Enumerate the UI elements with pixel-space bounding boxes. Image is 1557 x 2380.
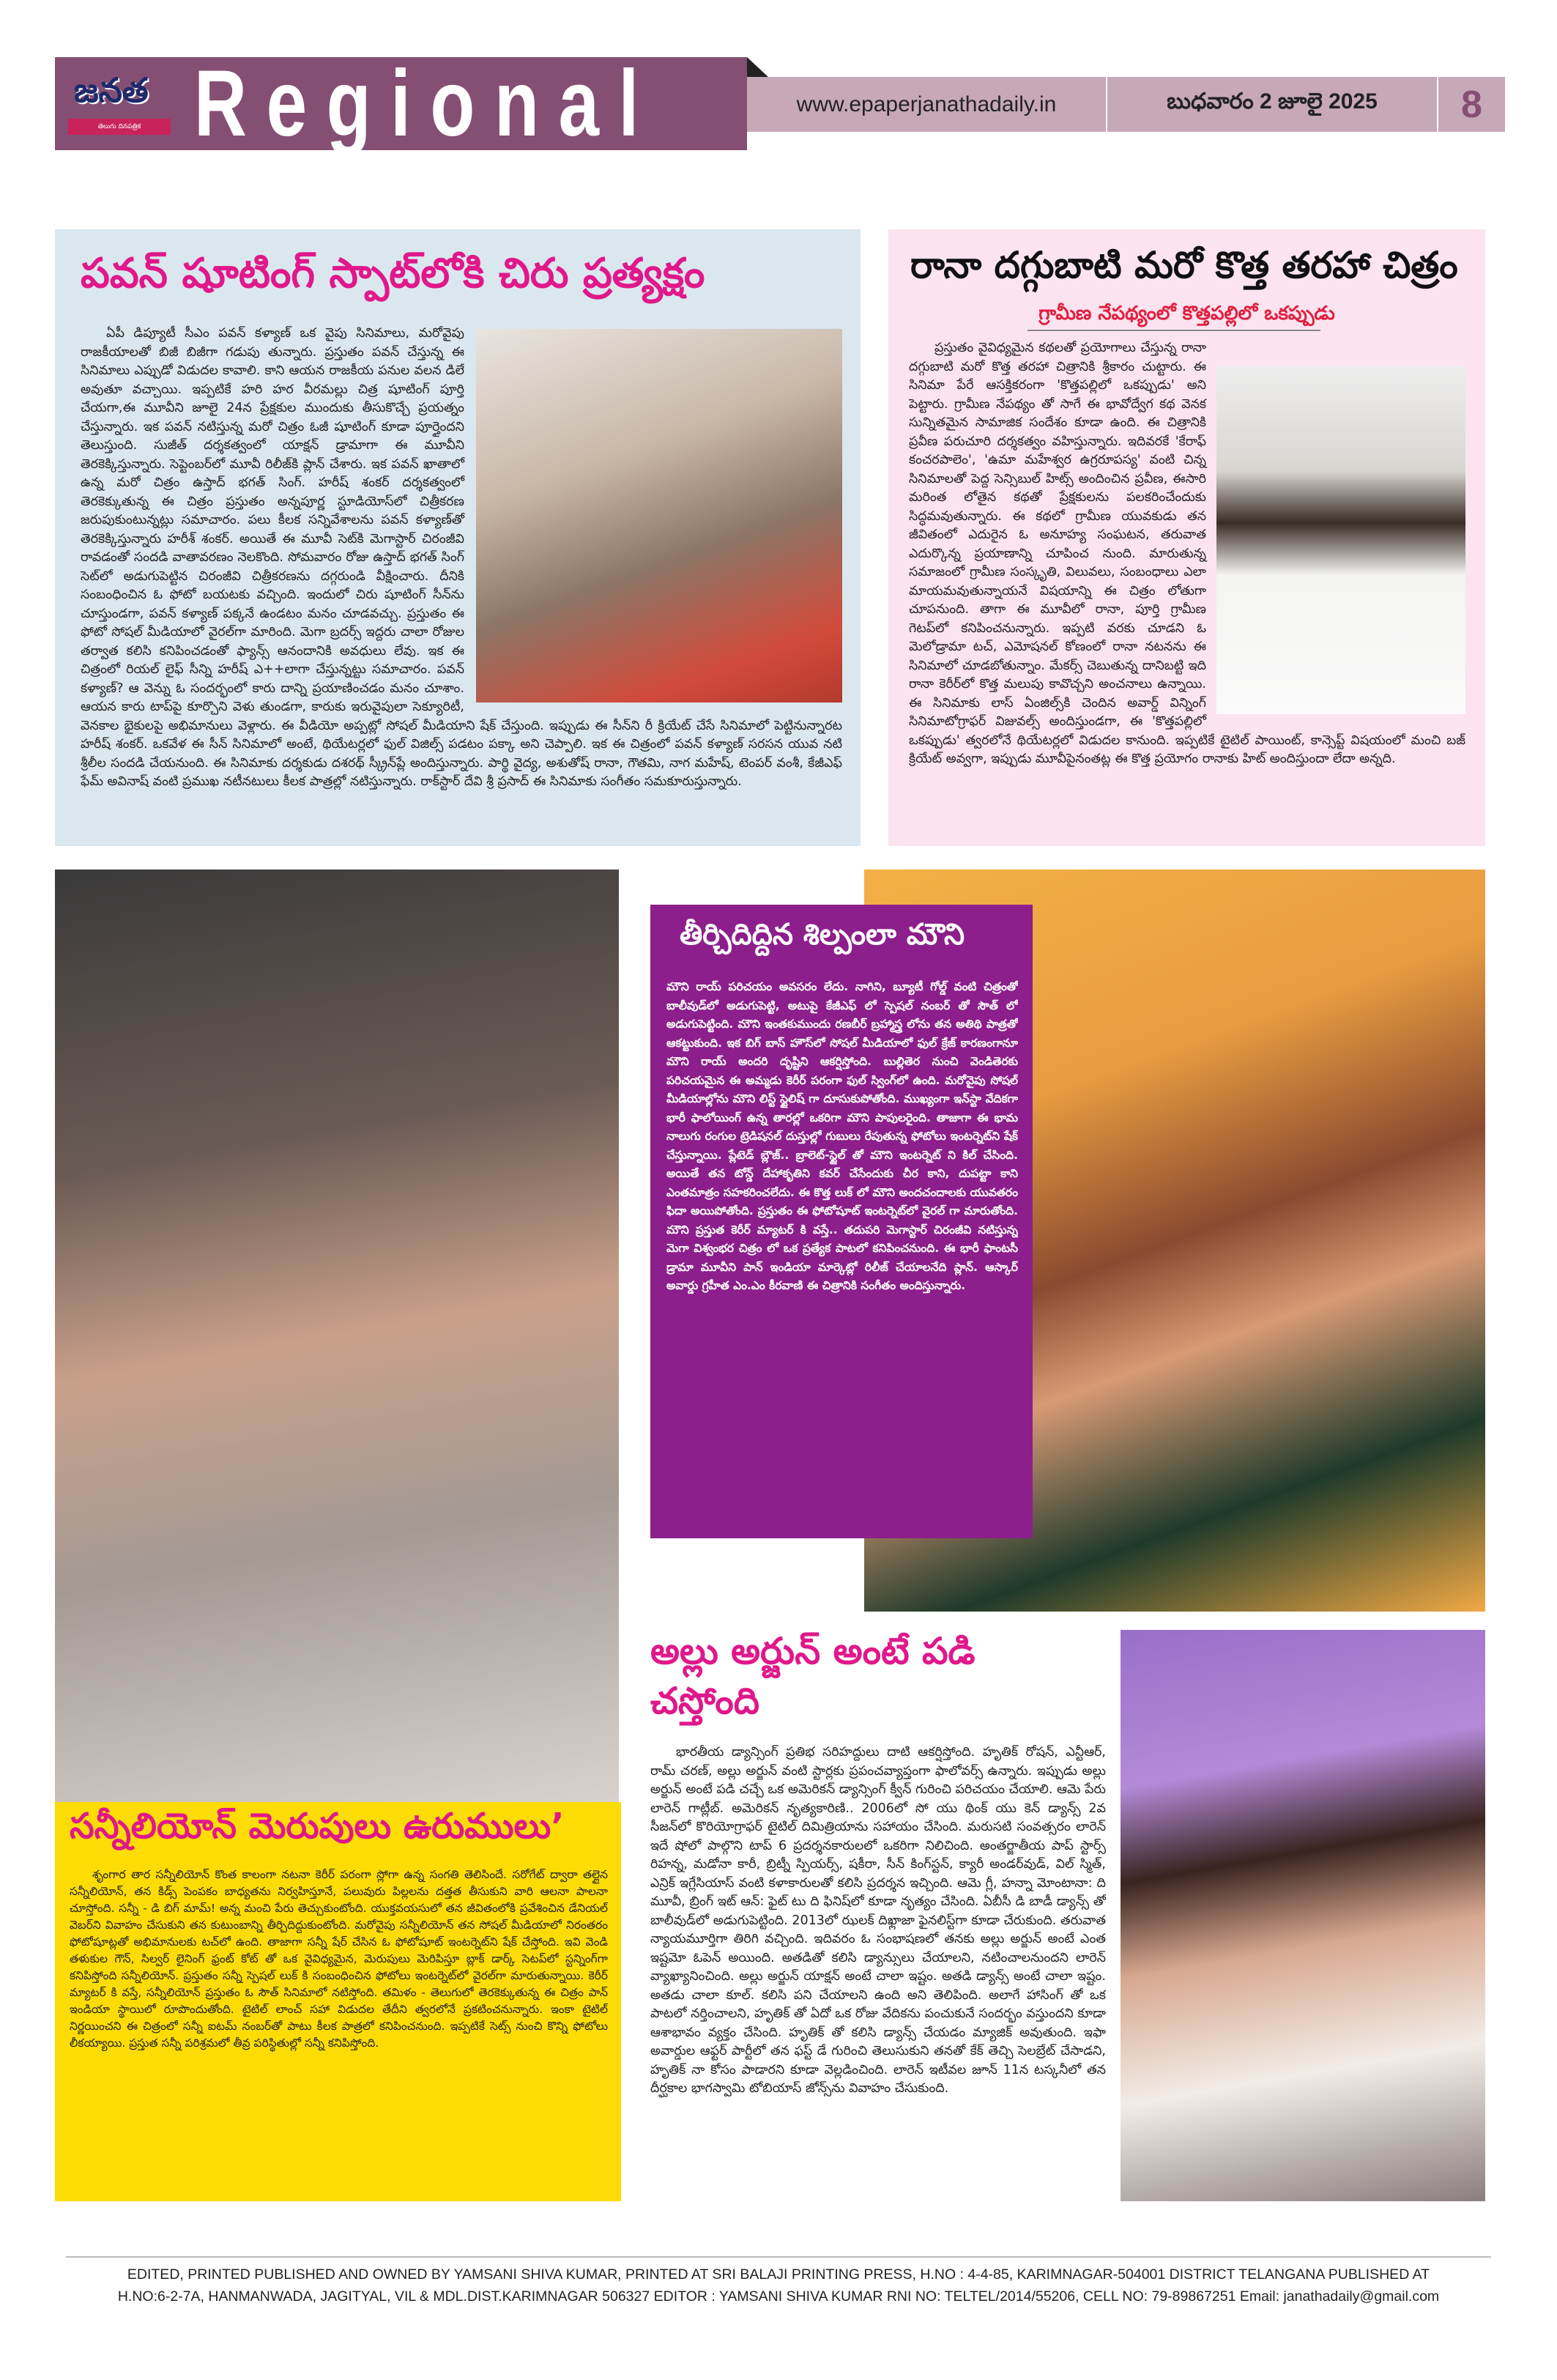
section-title: Regional	[194, 51, 658, 156]
article-content	[81, 325, 842, 837]
article-photo	[1216, 366, 1465, 714]
article-body: మౌని రాయ్ పరిచయం అవసరం లేదు. నాగిని, బ్యూటీ గోల్డ్ వంటి చిత్రంతో బాలీవుడ్‌లో అడుగుపెట్టి, అటుపై కేజీఎఫ్ లో స్పెషల్ నంబర్ తో సౌత్ లో అడుగుపెట్టింది. మౌని ఇంతకుముందు రణబీర్ బ్రహ్మాస్త్ర లోను తన అతిథి పాత్రతో ఆకట్టుకుంది. ఇక బిగ్ బాస్ హౌస్‌లో సోషల్ మీడియాలో ఫుల్ క్రేజ్ కారణంగానూ మౌని రాయ్ అందరి దృష్టిని ఆకర్షిస్తోంది. బుల్లితెర నుంచి వెండితెరకు పరిచయమైన ఈ అమ్మడు కెరీర్ పరంగా ఫుల్ స్వింగ్‌లో ఉంది. మరోవైపు సోషల్ మీడియాల్లోను మౌని లిస్ట్ స్టైలిష్ గా దూసుకుపోతోంది. ముఖ్యంగా ఇన్‌స్టా వేదికగా భారీ ఫాలోయింగ్ ఉన్న తారల్లో ఒకరిగా మౌని పాపులరైంది. తాజాగా ఈ భామ నాలుగు రంగుల ట్రెడిషనల్ దుస్తుల్లో గుబులు రేపుతున్న ఫోటోలు ఇంటర్నెట్‌ని షేక్ చేస్తున్నాయి. ప్లేటెడ్ బ్లౌజ్.. బ్రాలెట్-స్టైల్ తో మౌని ఇంటర్నెట్ ని కిల్ చేసింది. అయితే తన టోన్డ్ దేహాకృతిని కవర్ చేసేందుకు చీర కాని, దుపట్టా కాని ఎంతమాత్రం సహకరించలేదు. ఈ కొత్త లుక్ లో మౌని అందచందాలకు యువతరం ఫిదా అయిపోతోంది. ప్రస్తుతం ఈ ఫోటోషూట్ ఇంటర్నెట్‌లో వైరల్ గా మారుతోంది. మౌని ప్రస్తుత కెరీర్ మ్యాటర్ కి వస్తే.. తదుపరి మెగాస్టార్ చిరంజీవి నటిస్తున్న మెగా విశ్వంభర చిత్రం లో ఒక ప్రత్యేక పాటలో కనిపించనుంది. ఈ భారీ ఫాంటసీ డ్రామా మూవీని పాన్ ఇండియా మార్కెట్లో రిలీజ్ చేయాలనేది ప్లాన్. ఆస్కార్ అవార్డు గ్రహీత ఎం.ఎం కీరవాణి ఈ చిత్రానికి సంగీతం అందిస్తున్నారు.	[666, 980, 1018, 1292]
corner-decoration	[747, 57, 769, 78]
article-rana	[888, 229, 1485, 846]
logo-tagline: తెలుగు దినపత్రిక	[68, 119, 171, 135]
article-subheadline: గ్రామీణ నేపథ్యంలో కొత్తపల్లిలో ఒకప్పుడు	[1038, 303, 1335, 325]
divider	[1028, 330, 1320, 331]
article-mouni	[650, 905, 1033, 1538]
article-pawan	[55, 229, 861, 846]
logo-text: జనత	[74, 70, 149, 110]
article-photo	[55, 870, 619, 1802]
footer-divider	[66, 2256, 1491, 2258]
issue-date: బుధవారం 2 జూలై 2025	[1107, 77, 1437, 132]
newspaper-logo[interactable]	[68, 70, 171, 141]
website-url[interactable]: www.epaperjanathadaily.in	[747, 77, 1106, 132]
article-body: భారతీయ డ్యాన్సింగ్ ప్రతిభ సరిహద్దులు దాటి ఆకర్షిస్తోంది. హృతిక్ రోషన్, ఎన్టీఆర్, రామ్ చరణ్, అల్లు అర్జున్ వంటి స్టార్లకు ప్రపంచవ్యాప్తంగా ఫాలోవర్స్ ఉన్నారు. ఇప్పుడు అల్లు అర్జున్ అంటే పడి చచ్చే ఒక అమెరికన్ డ్యాన్సింగ్ క్వీన్ గురించి పరిచయం చేయాలి. ఆమె పేరు లారెన్ గాట్లీబ్. అమెరికన్ నృత్యకారిణి.. 2006లో సో యు థింక్ యు కెన్ డ్యాన్స్ 2వ సీజన్‌లో కొరియోగ్రాఫర్ టైటిల్ దిమిత్రియాను సహాయం చేసింది. మరుసటి సంవత్సరం లారెన్ ఇదే షోలో పాల్గొని టాప్ 6 ప్రదర్శనకారులలో ఒకరిగా నిలిచింది. అంతర్జాతీయ పాప్ స్టార్స్ రిహన్న, మడోనా కారీ, బ్రిట్నీ స్పియర్స్, షకీరా, సీన్ కింగ్‌స్టన్, క్యారీ అండర్‌వుడ్, విల్ స్మిత్, ఎన్రిక్ ఇగ్లేసియాస్ వంటి కళాకారులతో కలిసి ప్రదర్శన ఇచ్చింది. ఆమె గ్లీ, హన్నా మోంటానా: ది మూవీ, బ్రింగ్ ఇట్ ఆన్: ఫైట్ టు ది ఫినిష్‌లో కూడా నృత్యం చేసింది. ఏబీసీ డి బాడీ డ్యాన్స్ తో బాలీవుడ్‌లో అడుగుపెట్టింది. 2013లో ఝలక్ దిఖ్లాజా ఫైనలిస్ట్‌గా కూడా చేరుకుంది. తరువాత న్యాయమూర్తిగా తిరిగి వచ్చింది. ఇదివరం ఓ సంభాషణలో తనకు అల్లు అర్జున్ అంటే ఎంత ఇష్టమో ఓపెన్ అయింది. అతడితో కలిసి డ్యాన్సులు చేయాలని, నటించాలనుందని లారెన్ వ్యాఖ్యానించింది. అల్లు అర్జున్ యాక్షన్ అంటే చాలా ఇష్టం. అతడి డ్యాన్స్ అంటే చాలా ఇష్టం. అతడు చాలా కూల్. కలిసి పని చేయాలని ఉంది అని తెలిపింది. అలాగే హాసింగ్ తో ఒక పాటలో నర్తించాలని, హృతిక్ తో ఏదో ఒక రోజు వేదికను పంచుకునే సందర్భం వస్తుందని కూడా ఆశాభావం వ్యక్తం చేసింది. హృతిక్ తో కలిసి డ్యాన్స్ చేయడం మ్యాజిక్ అవుతుంది. ఇఫా అవార్డుల ఆఫ్టర్ పార్టీలో తన ఫస్ట్ డే గురించి తెలుసుకుని తనతో కేక్ తెచ్చి సెలబ్రేట్ చేసాడని, హృతిక్ నా కోసం పాడారని కూడా వెల్లడించింది. లారెన్ ఇటీవల జూన్ 11న టస్కనీలో తన దీర్ఘకాల భాగస్వామి టోబియాస్ జోన్స్‌ను వివాహం చేసుకుంది.	[650, 1745, 1106, 2096]
article-headline: రానా దగ్గుబాటి మరో కొత్త తరహా చిత్రం	[910, 244, 1458, 286]
article-body: ప్రస్తుతం వైవిధ్యమైన కథలతో ప్రయోగాలు చేస్తున్న రానా దగ్గుబాటి మరో కొత్త తరహా చిత్రానికి శ్రీకారం చుట్టారు. ఈ సినిమా పేరే ఆసక్తికరంగా 'కొత్తపల్లిలో ఒకప్పుడు' అని పెట్టారు. గ్రామీణ నేపథ్యం తో సాగే ఈ భావోద్వేగ కథ వెనక సున్నితమైన సామాజిక సందేశం కూడా ఉంది. ఈ చిత్రానికి ప్రవీణ పరుచూరి దర్శకత్వం వహిస్తున్నారు. ఇదివరకే 'కేరాఫ్ కంచరపాలెం', 'ఉమా మహేశ్వర ఉగ్రరూపస్య' వంటి చిన్న సినిమాలతో పెద్ద సెన్సిబుల్ హిట్స్ అందించిన ప్రవీణ, ఈసారి మరింత లోతైన కథతో ప్రేక్షకులను పలకరించేందుకు సిద్ధమవుతున్నారు. ఈ కథలో గ్రామీణ యువకుడు తన జీవితంలో ఎదురైన ఓ అనూహ్య సంఘటన, తరువాత ఎదుర్కొన్న ప్రయాణాన్ని చూపించ నుంది. మారుతున్న సమాజంలో గ్రామీణ సంస్కృతి, విలువలు, సంబంధాలు ఎలా మాయమవుతున్నాయనే విషయాన్ని ఈ చిత్రం లోతుగా చూపనుంది. తాగా ఈ మూవీలో రానా, పూర్తి గ్రామీణ గెటప్‌లో కనిపించనున్నారు. ఇప్పటి వరకు చూడని ఓ మెలోడ్రామా టచ్, ఎమోషనల్ కోణంలో రానా నటనను ఈ సినిమాలో చూడబోతున్నాం. మేకర్స్ చెబుతున్న దానిబట్టి ఇది రానా కెరీర్‌లో కొత్త మలుపు కావొచ్చని అంచనాలు ఉన్నాయి. ఈ సినిమాకు లాస్ ఏంజిల్స్‌కి చెందిన అవార్డ్ విన్నింగ్ సినిమాటోగ్రాఫర్ విజువల్స్ అందిస్తుండగా, ఈ 'కొత్తపల్లిలో ఒకప్పుడు' త్వరలోనే థియేటర్లలో విడుదల కానుంది. ఇప్పటికే టైటిల్ పాయింట్, కాన్సెప్ట్ విషయంలో మంచి బజ్ క్రియేట్ అవ్వగా, ఇప్పుడు మూవీపైనంతట్ల ఈ కొత్త ప్రయోగం రానాకు హిట్ అందిస్తుందా లేదా అన్నది.	[909, 341, 1465, 766]
article-body: శృంగార తార సన్నీలియోన్ కొంత కాలంగా నటనా కెరీర్ పరంగా స్లోగా ఉన్న సంగతి తెలిసిందే. సరోగేట్ ద్వారా తల్లైన సన్నీలియోన్, తన కిడ్స్ పెంపకం బాధ్యతను నిర్వహిస్తూనే, పలువురు పిల్లలను దత్తత తీసుకుని వారి ఆలనా పాలనా చూస్తోంది. సన్నీ - డి బిగ్ మామ్! అన్న మంచి పేరు తెచ్చుకుంటోంది. యుక్తవయసులో తన జీవితంలోకి ప్రవేశించిన డేనియల్ వెబర్‌ని వివాహం చేసుకుని తన కుటుంబాన్ని తీర్చిదిద్దుకుంటోంది. మరోవైపు సన్నీలియోన్ తన సోషల్ మీడియాలో నిరంతరం ఫోటోషూట్లతో అభిమానులకు టచ్‌లో ఉంది. తాజాగా సన్నీ షేర్ చేసిన ఓ ఫోటోషూట్ ఇంటర్నెట్‌ని షేక్ చేస్తోంది. ఇవి వెండి తళుకుల గౌన్, సిల్వర్ లైనింగ్ ఫ్రంట్ కోట్ తో ఒక వైవిధ్యమైన, మెరుపులు మెరిపిస్తూ బ్లాక్ డార్క్ సెటప్‌లో స్టన్నింగ్‌గా కనిపిస్తోంది సన్నీలియోన్. ప్రస్తుతం సన్నీ స్పెషల్ లుక్ కి సంబంధించిన ఫోటోలు ఇంటర్నెట్‌లో వైరల్‌గా మారుతున్నాయి. కెరీర్ మ్యాటర్ కి వస్తే, సన్నీలియోన్ ప్రస్తుతం ఓ సౌత్ సినిమాలో నటిస్తోంది. తమిళం - తెలుగులో తెరకెక్కుతున్న ఈ చిత్రం పాన్ ఇండియా స్థాయిలో రూపొందుతోంది. టైటిల్ లాంచ్ సహా విడుదల తేదీని త్వరలోనే ప్రకటించనున్నారు. ఇంకా టైటిల్ నిర్ణయించని ఈ చిత్రంలో సన్నీ ఐటమ్ నంబర్‌తో పాటు కీలక పాత్రలో కనిపించనుంది. ఇప్పటికే సెట్స్ నుంచి కొన్ని ఫోటోలు లీకయ్యాయి. ప్రస్తుత సన్నీ పరిశ్రమలో తీవ్ర పరిస్థితుల్లో సన్నీ కనిపిస్తోంది.	[70, 1868, 608, 2050]
article-headline: సన్నీలియోన్ మెరుపులు ఉరుములు’	[70, 1806, 565, 1847]
article-headline: పవన్ షూటింగ్ స్పాట్‌లోకి చిరు ప్రత్యక్షం	[81, 250, 705, 297]
article-sunny	[55, 1802, 621, 2201]
imprint-footer	[66, 2264, 1491, 2307]
article-headline: తీర్చిదిద్దిన శిల్పంలా మౌని	[680, 918, 965, 952]
article-photo	[1121, 1630, 1485, 2201]
article-photo	[476, 329, 842, 702]
article-content	[909, 339, 1465, 837]
article-headline: అల్లు అర్జున్ అంటే పడి చస్తోంది	[650, 1630, 976, 1722]
page-number: 8	[1438, 77, 1505, 132]
masthead	[55, 51, 747, 156]
imprint-line: H.NO:6-2-7A, HANMANWADA, JAGITYAL, VIL & MDL.DIST.KARIMNAGAR 506327 EDITOR : YAMSANI SHIVA KUMAR RNI NO: TELTEL/2014/55206, CELL NO: 79-89867251 Email: janathadaily@gmail.com	[117, 2288, 1440, 2305]
article-body: ఏపీ డిప్యూటీ సీఎం పవన్ కళ్యాణ్ ఒక వైపు సినిమాలు, మరోవైపు రాజకీయాలతో బిజీ బిజీగా గడుపు తున్నారు. ప్రస్తుతం పవన్ చేస్తున్న ఈ సినిమాలు ఎప్పుడో విడుదల కావాలి. కాని ఆయన రాజకీయ పనుల వలన డిలే అవుతూ వచ్చాయి. ఇప్పటికే హరి హర వీరమల్లు చిత్ర షూటింగ్ పూర్తి చేయగా,ఈ మూవీని జూలై 24న ప్రేక్షకుల ముందుకు తీసుకొచ్చే ప్రయత్నం చేస్తున్నారు. ఇక పవన్ నటిస్తున్న మరో చిత్రం ఓజీ షూటింగ్ కూడా పూర్తైందని తెలుస్తుంది. సుజీత్ దర్శకత్వంలో యాక్షన్ డ్రామాగా ఈ మూవీని తెరకెక్కిస్తున్నారు. సెప్టెంబర్‌లో మూవీ రిలీజ్‌కి ప్లాన్ చేశారు. ఇక పవన్ ఖాతాలో ఉన్న మరో చిత్రం ఉస్తాద్ భగత్ సింగ్. హరీష్ శంకర్ దర్శకత్వంలో తెరకెక్కుతున్న ఈ చిత్రం ప్రస్తుతం అన్నపూర్ణ స్టూడియోస్‌లో చిత్రీకరణ జరుపుకుంటున్నట్లు సమాచారం. పలు కీలక సన్నివేశాలను పవన్ కళ్యాణ్‌తో తెరకెక్కిస్తున్నారు హరీశ్ శంకర్. అయితే ఈ మూవీ సెట్‌కి మెగాస్టార్ చిరంజీవి రావడంతో సందడి వాతావరణం నెలకొంది. సోమవారం రోజు ఉస్తాద్ భగత్ సింగ్ సెట్‌లో అడుగుపెట్టిన చిరంజీవి చిత్రీకరణను దగ్గరుండి వీక్షించారు. దీనికి సంబంధించిన ఓ ఫోటో బయటకు వచ్చింది. ఇందులో చిరు షూటింగ్ సీన్‌ను చూస్తుండగా, పవన్ కళ్యాణ్ పక్కనే ఉండటం మనం చూడవచ్చు. ప్రస్తుతం ఈ ఫోటో సోషల్ మీడియాలో వైరల్‌గా మారింది. మెగా బ్రదర్స్ ఇద్దరు చాలా రోజుల తర్వాత కలిసి కనిపించడంతో ఫ్యాన్స్ ఆనందానికి అవధులు లేవు. ఇక ఈ చిత్రంలో రియల్ లైఫ్ సీన్ని హరీష్ ఎ++లాగా చేస్తున్నట్టు సమాచారం. పవన్ కళ్యాణ్? ఆ వెన్ను ఓ సందర్భంలో కారు దాన్ని ప్రయాణించడం మనం చూశాం. ఆయన కారు టాప్‌పై కూర్చొని వెళు తుండగా, కారుకు ఇరువైపులా సెక్యూరిటీ, వెనకాల భైకులపై అభిమానులు వెళ్లారు. ఈ వీడియో అప్పట్లో సోషల్ మీడియాని షేక్ చేస్తుంది. ఇప్పుడు ఈ సీన్‌ని రీ క్రియేట్ చేసే సినిమాలో పెట్టినున్నారట హరీష్ శంకర్. ఒకవేళ ఈ సీన్ సినిమాలో అంటే, థియేటర్లలో ఫుల్ విజిల్స్ పడటం పక్కా అని చెప్పాలి. ఇక ఈ చిత్రంలో పవన్ కళ్యాణ్ సరసన యువ నటి శ్రీలీల సందడి చేయనుంది. ఈ సినిమాకు దర్శకుడు దశరథ్ స్క్రీన్‌ప్లే అందిస్తున్నారు. పార్థి వైద్య, అశుతోష్ రానా, గౌతమి, నాగ మహేష్, టెంపర్ వంశీ, కేజీఎఫ్ ఫేమ్ అవినాష్ వంటి ప్రముఖ నటీనటులు కీలక పాత్రల్లో నటిస్తున్నారు. రాక్‌స్టార్ దేవి శ్రీ ప్రసాద్ ఈ సినిమాకు సంగీతం సమకూరుస్తున్నారు.	[81, 326, 842, 789]
imprint-line: EDITED, PRINTED PUBLISHED AND OWNED BY YAMSANI SHIVA KUMAR, PRINTED AT SRI BALAJI PRINTING PRESS, H.NO : 4-4-85, KARIMNAGAR-504001 DISTRICT TELANGANA PUBLISHED AT	[127, 2266, 1430, 2283]
